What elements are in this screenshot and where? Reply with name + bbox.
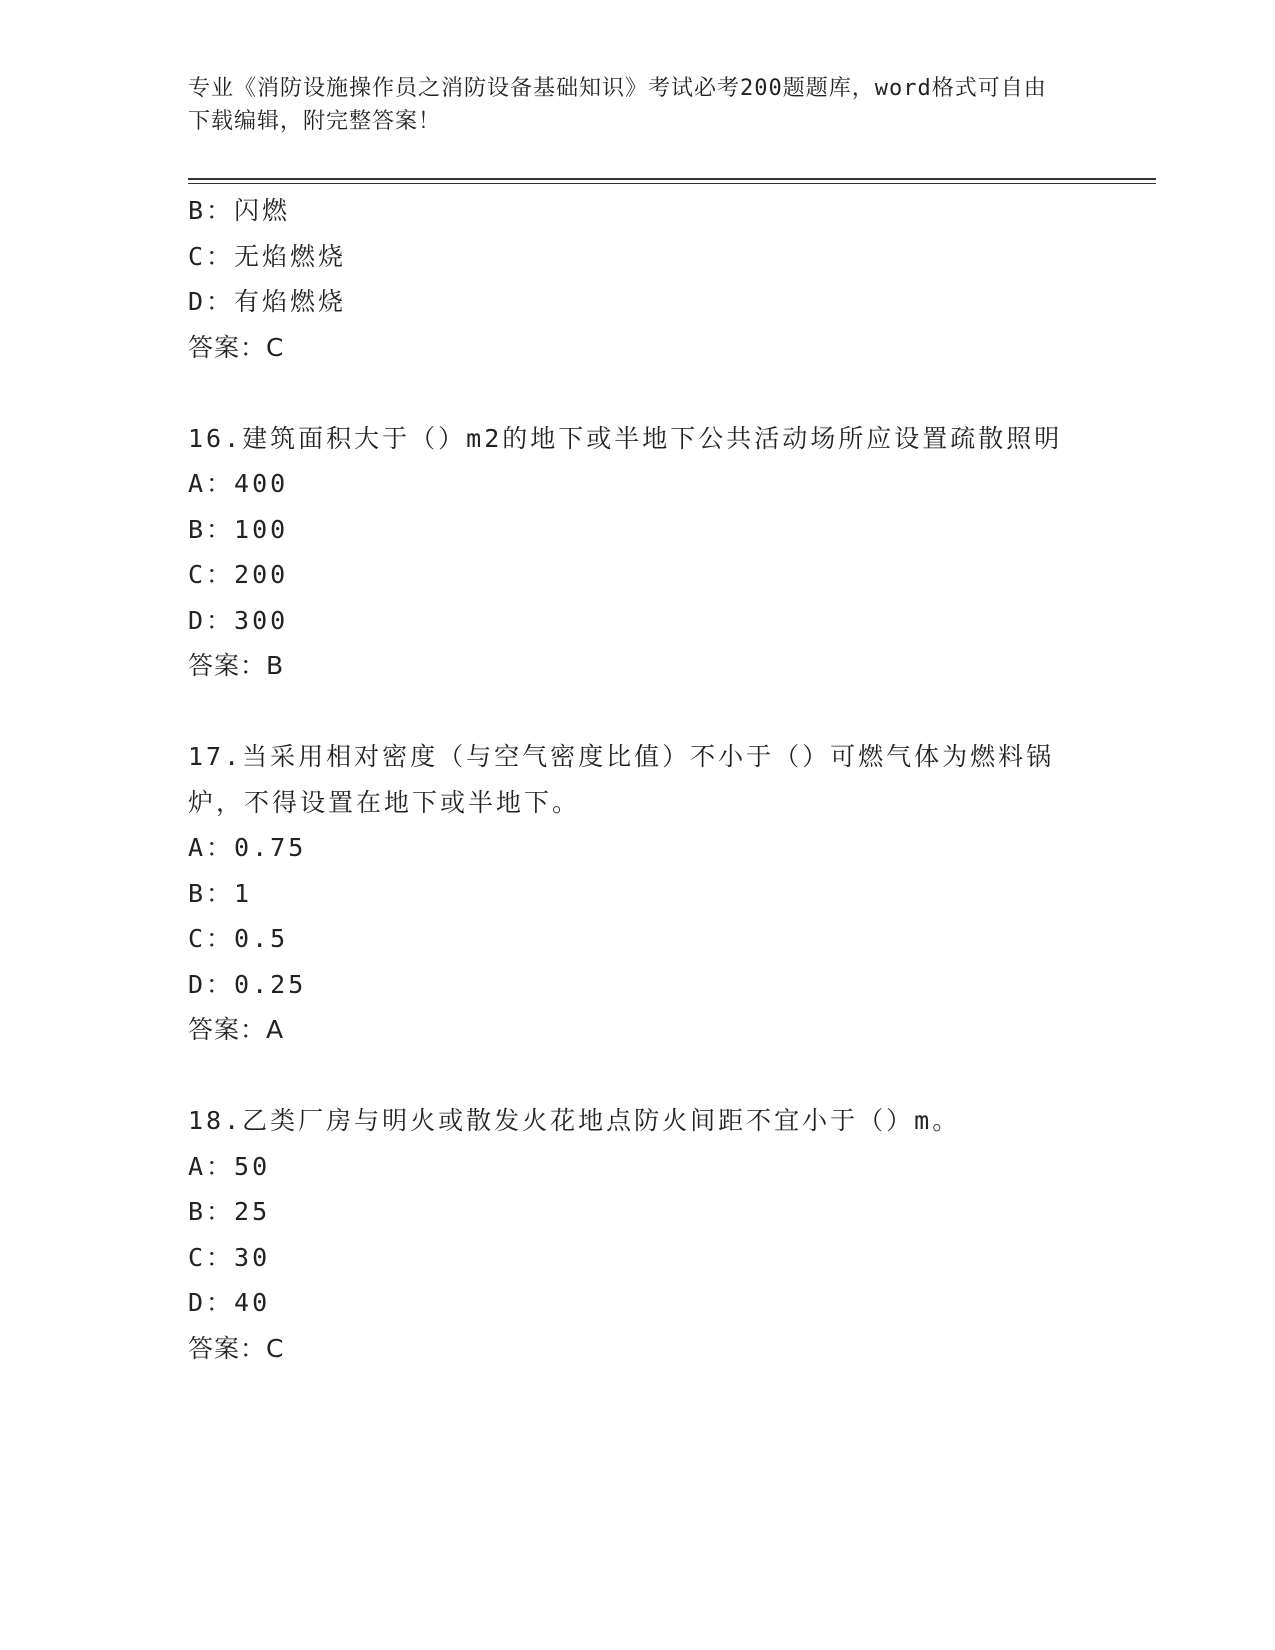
answer-line: 答案：A	[188, 1015, 285, 1044]
option-d: D：有焰燃烧	[188, 287, 347, 316]
question-block-15	[188, 188, 1148, 370]
option-b: B：100	[188, 514, 289, 544]
answer-line: 答案：C	[188, 332, 285, 362]
document-header: 专业《消防设施操作员之消防设备基础知识》考试必考200题题库，word格式可自由下载编辑，附完整答案！	[188, 76, 1047, 134]
question-list	[188, 188, 1148, 1371]
option-d: D：300	[188, 605, 289, 635]
header-divider-thin	[188, 183, 1156, 184]
option-a: A：0.75	[188, 833, 307, 862]
option-a: A：400	[188, 469, 289, 498]
answer-line: 答案：B	[188, 651, 285, 680]
question-block-17	[188, 734, 1148, 1053]
option-d: D：0.25	[188, 969, 307, 999]
option-c: C：无焰燃烧	[188, 241, 347, 271]
header-divider	[188, 178, 1156, 180]
option-b: B：1	[188, 878, 253, 908]
question-text: 16.建筑面积大于（）m2的地下或半地下公共活动场所应设置疏散照明	[188, 423, 1063, 453]
answer-line: 答案：C	[188, 1333, 285, 1363]
option-b: B：25	[188, 1197, 271, 1226]
question-text: 18.乙类厂房与明火或散发火花地点防火间距不宜小于（）m。	[188, 1106, 961, 1135]
option-b: B：闪燃	[188, 196, 291, 225]
question-block-16	[188, 416, 1148, 689]
option-c: C：200	[188, 560, 289, 589]
question-text: 17.当采用相对密度（与空气密度比值）不小于（）可燃气体为燃料锅炉，不得设置在地下或半地下。	[188, 742, 1055, 817]
option-a: A：50	[188, 1151, 271, 1181]
option-d: D：40	[188, 1288, 271, 1317]
option-c: C：30	[188, 1242, 271, 1272]
question-block-18	[188, 1098, 1148, 1371]
option-c: C：0.5	[188, 924, 289, 953]
